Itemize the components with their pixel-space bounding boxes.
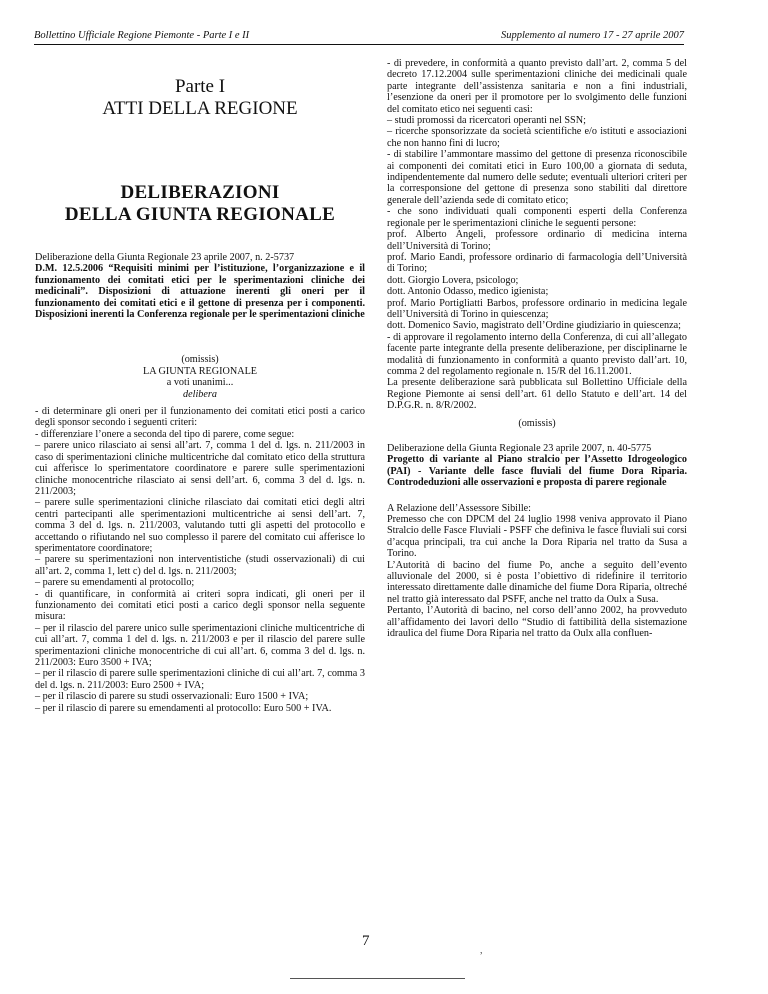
right-column [387,58,687,640]
paragraph: L’Autorità di bacino del fiume Po, anche a seguito dell’evento alluvionale del 2000, si è posta l’obiettivo di ridefinire il territorio interessato direttamente dalle dinamiche del fiume Dora Riparia, oltreché nel tratto già interessato dal PSFF, anche nel tratto da Oulx a Susa. [387,559,687,605]
section-title-line2: DELLA GIUNTA REGIONALE [64,204,336,225]
paragraph: - di determinare gli oneri per il funzionamento dei comitati etici posti a carico degli sponsor secondo i seguenti criteri: [35,406,365,429]
header-left: Bollettino Ufficiale Regione Piemonte - Parte I e II [34,30,250,41]
delibera-label: delibera [183,388,217,400]
paragraph: – parere sulle sperimentazioni cliniche rilasciato dai comitati etici degli altri centri partecipanti alle sperimentazioni multicentriche ai sensi dell’art. 7, comma 3 del d. lgs. n. 211/2003, valutando tutti gli aspetti del protocollo e accettando o rifiutando nel suo complesso il parere del comitato cui afferisce lo sperimentatore coordinatore; [35,497,365,554]
page-number: 7 [362,933,370,949]
paragraph: – per il rilascio del parere unico sulle sperimentazioni cliniche multicentriche di cui all’art. 7, comma 1 del d. lgs. n. 211/2003 e per il rilascio del parere sulle sperimentazioni cliniche monocentriche di cui all’art. 6, comma 3 del d. lgs. n. 211/2003: Euro 3500 + IVA; [35,622,365,668]
paragraph: - che sono individuati quali componenti esperti della Conferenza regionale per le sperimentazioni cliniche le seguenti persone: [387,206,687,229]
paragraph: prof. Mario Eandi, professore ordinario di farmacologia dell’Università di Torino; [387,251,687,275]
deliberation-subject: D.M. 12.5.2006 “Requisiti minimi per l’istituzione, l’organizzazione e il funzionamento dei comitati etici per le sperimentazioni cliniche dei medicinali”. Disposizioni di attuazione inerenti gli oneri per il funzionamento dei comitati etici e il gettone di presenza per i componenti. Disposizioni inerenti la Conferenza regionale per le sperimentazioni cliniche [35,263,365,321]
paragraph: – per il rilascio di parere su emendamenti al protocollo: Euro 500 + IVA. [35,702,332,714]
relazione-heading: A Relazione dell’Assessore Sibille: [387,502,532,514]
scan-mark: , [480,945,483,956]
paragraph: - di prevedere, in conformità a quanto previsto dall’art. 2, comma 5 del decreto 17.12.2004 sulle sperimentazioni cliniche dei medicinali quale parte integrante dell’assistenza sanitaria e non a fini industriali, l’esenzione da oneri per il promotore per lo svolgimento delle funzioni del comitato etico nei seguenti casi: [387,58,687,115]
section-title-line1: DELIBERAZIONI [120,182,280,203]
paragraph: - di stabilire l’ammontare massimo del gettone di presenza riconoscibile ai componenti dei comitati etici in Euro 100,00 a giornata di seduta, indipendentemente dal numero delle sedute; eventuali ulteriori criteri per la corresponsione del gettone di presenza sono stabiliti dal direttore generale dell’azienda sede di comitato etico; [387,149,687,206]
paragraph: – parere su emendamenti al protocollo; [35,577,195,589]
deliberation-meta: Deliberazione della Giunta Regionale 23 aprile 2007, n. 2-5737 [35,252,295,263]
giunta-heading: LA GIUNTA REGIONALE [142,365,258,377]
paragraph: prof. Alberto Angeli, professore ordinario di medicina interna dell’Università di Torino; [387,229,687,252]
deliberation-subject: Progetto di variante al Piano stralcio per l’Assetto Idrogeologico (PAI) - Variante delle fasce fluviali del fiume Dora Riparia. Controdeduzioni alle osservazioni e proposta di parere regionale [387,454,687,489]
omissis: (omissis) [518,417,556,429]
paragraph: – ricerche sponsorizzate da società scientifiche e/o istituti e associazioni che non hanno fini di lucro; [387,126,687,149]
running-header [34,30,684,45]
paragraph: La presente deliberazione sarà pubblicata sul Bollettino Ufficiale della Regione Piemonte ai sensi dell’art. 61 dello Statuto e dell’art. 14 del D.P.G.R. n. 8/R/2002. [387,377,687,412]
paragraph: Pertanto, l’Autorità di bacino, nel corso dell’anno 2002, ha provveduto all’affidamento dei lavori dello “Studio di fattibilità della sistemazione idraulica del fiume Dora Riparia nel tratto da Oulx alla confluen- [387,605,687,640]
deliberation-meta: Deliberazione della Giunta Regionale 23 aprile 2007, n. 40-5775 [387,443,652,454]
paragraph: - di approvare il regolamento interno della Conferenza, di cui all’allegato facente parte integrante della presente deliberazione, per disciplinarne le modalità di funzionamento in conformità a quanto previsto dall’art. 10, comma 2 del regolamento regionale n. 15/R del 16.11.2001. [387,331,687,377]
voti-unanimi: a voti unanimi... [166,377,234,389]
paragraph: dott. Domenico Savio, magistrato dell’Ordine giudiziario in quiescenza; [387,320,681,332]
paragraph: – per il rilascio di parere sulle sperimentazioni cliniche di cui all’art. 7, comma 3 del d. lgs. n. 211/2003: Euro 2500 + IVA; [35,668,365,691]
paragraph: – parere unico rilasciato ai sensi all’art. 7, comma 1 del d. lgs. n. 211/2003 in caso di sperimentazioni cliniche multicentriche dal comitato etico della struttura cui afferisce lo sperimentatore coordinatore e parere sulle sperimentazioni cliniche monocentriche rilasciato ai sensi dell’art. 6, comma 3 del d. lgs. n. 211/2003; [35,440,365,497]
paragraph: prof. Mario Portigliatti Barbos, professore ordinario in medicina legale dell’Università di Torino in quiescenza; [387,297,687,320]
paragraph: dott. Antonio Odasso, medico igienista; [387,286,549,298]
paragraph: Premesso che con DPCM del 24 luglio 1998 veniva approvato il Piano Stralcio delle Fasce Fluviali - PSFF che definiva le fasce fluviali sui corsi d’acqua principali, tra cui anche la Dora Riparia nel tratto da Susa a Torino. [387,514,687,560]
left-column [35,58,365,714]
omissis: (omissis) [181,354,219,366]
header-right: Supplemento al numero 17 - 27 aprile 2007 [500,30,684,41]
paragraph: – per il rilascio di parere su studi osservazionali: Euro 1500 + IVA; [35,691,309,703]
paragraph: – parere su sperimentazioni non interventistiche (studi osservazionali) di cui all’art. 2, comma 1, lett c) del d. lgs. n. 211/2003; [35,554,365,577]
part-subtitle: ATTI DELLA REGIONE [102,98,298,119]
footer-rule [290,978,465,979]
paragraph: - di quantificare, in conformità ai criteri sopra indicati, gli oneri per il funzionamento dei comitati etici posti a carico degli sponsor nella seguente misura: [35,588,365,623]
part-title: Parte I [174,76,226,97]
paragraph: - differenziare l’onere a seconda del tipo di parere, come segue: [35,428,295,440]
paragraph: dott. Giorgio Lovera, psicologo; [387,274,519,286]
paragraph: – studi promossi da ricercatori operanti nel SSN; [387,115,586,127]
